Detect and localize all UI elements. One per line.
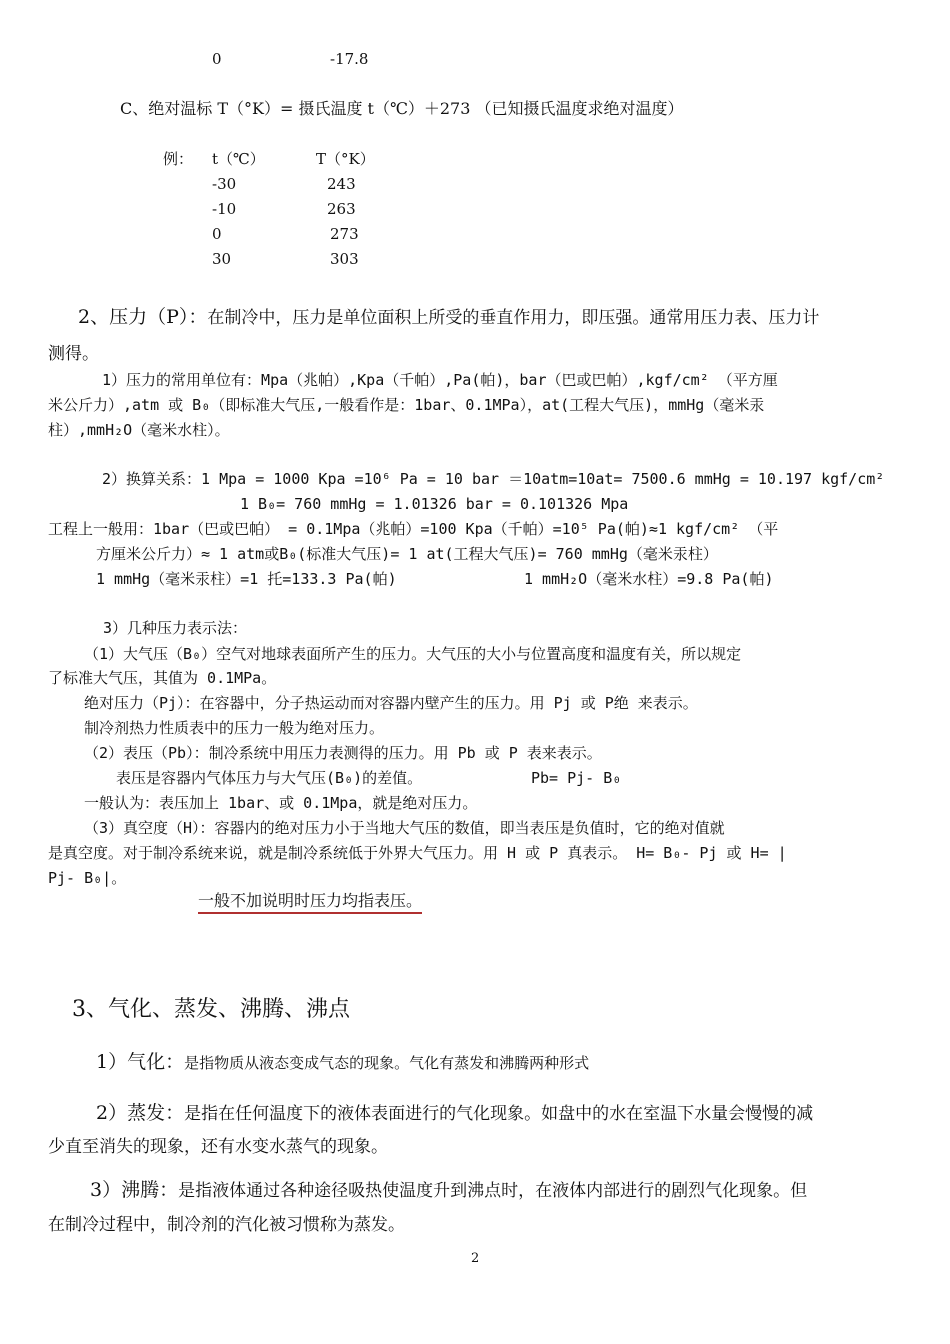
engineering-line-2: 方厘米公斤力）≈ 1 atm或B₀(标准大气压)= 1 at(工程大气压)= 760 mmHg（毫米汞柱） (96, 545, 718, 563)
row-kelvin: 273 (330, 225, 359, 243)
section2-heading (78, 308, 819, 327)
evaporation-label: 2）蒸发： (96, 1102, 185, 1124)
boiling-text: 是指液体通过各种途径吸热使温度升到沸点时，在液体内部进行的剧烈气化现象。但 (178, 1181, 808, 1201)
gauge-line-1: （2）表压（Pb）：制冷系统中用压力表测得的压力。用 Pb 或 P 表来表示。 (84, 744, 602, 762)
row-kelvin: 303 (330, 250, 359, 268)
vacuum-line-3: Pj- B₀|。 (48, 869, 127, 887)
col-header-kelvin: T（°K） (316, 150, 375, 168)
pressure-types-title: 3）几种压力表示法： (103, 619, 248, 637)
temp-prev-c: 0 (212, 50, 222, 68)
units-line-2: 米公斤力）,atm 或 B₀（即标准大气压,一般看作是：1bar、0.1MPa），at(工程大气压)，mmHg（毫米汞 (48, 396, 765, 414)
row-celsius: 0 (212, 225, 222, 243)
section3-title: 3、气化、蒸发、沸腾、沸点 (72, 997, 350, 1022)
vaporization-text: 是指物质从液态变成气态的现象。气化有蒸发和沸腾两种形式 (184, 1054, 590, 1072)
page-number: 2 (471, 1251, 480, 1266)
evaporation-text: 是指在任何温度下的液体表面进行的气化现象。如盘中的水在室温下水量会慢慢的减 (184, 1104, 814, 1124)
absolute-pressure-line-1: 绝对压力（Pj）：在容器中，分子热运动而对容器内壁产生的压力。用 Pj 或 P绝 来表示。 (84, 694, 698, 712)
gauge-formula: Pb= Pj- B₀ (531, 769, 622, 787)
pressure-note: 一般不加说明时压力均指表压。 (198, 893, 422, 914)
temp-prev-f: -17.8 (330, 50, 369, 68)
absolute-scale-formula: C、绝对温标 T（°K）= 摄氏温度 t（℃）＋273 （已知摄氏温度求绝对温度） (120, 99, 684, 118)
engineering-line-3: 1 mmHg（毫米汞柱）=1 托=133.3 Pa(帕) (96, 570, 397, 588)
row-celsius: 30 (212, 250, 232, 268)
section2-intro-cont: 测得。 (48, 344, 99, 364)
conversion-line-2: 1 B₀= 760 mmHg = 1.01326 bar = 0.101326 Mpa (240, 495, 629, 513)
row-kelvin: 243 (327, 175, 356, 193)
vacuum-line-2: 是真空度。对于制冷系统来说，就是制冷系统低于外界大气压力。用 H 或 P 真表示。 H= B₀- Pj 或 H= | (48, 844, 787, 862)
units-line-1: 1）压力的常用单位有：Mpa（兆帕）,Kpa（千帕）,Pa(帕)，bar（巴或巴帕）,kgf/cm² （平方厘 (102, 371, 778, 389)
atmospheric-line-2: 了标准大气压，其值为 0.1MPa。 (48, 669, 277, 687)
boiling-label: 3）沸腾： (90, 1179, 179, 1201)
atmospheric-line-1: （1）大气压（B₀）空气对地球表面所产生的压力。大气压的大小与位置高度和温度有关，所以规定 (84, 645, 742, 663)
absolute-pressure-line-2: 制冷剂热力性质表中的压力一般为绝对压力。 (84, 719, 385, 737)
engineering-line-1: 工程上一般用：1bar（巴或巴帕） = 0.1Mpa（兆帕）=100 Kpa（千帕）=10⁵ Pa(帕)≈1 kgf/cm² （平 (48, 520, 779, 538)
engineering-line-4: 1 mmH₂O（毫米水柱）=9.8 Pa(帕) (524, 570, 774, 588)
vacuum-line-1: （3）真空度（H）：容器内的绝对压力小于当地大气压的数值，即当表压是负值时，它的绝对值就 (84, 819, 725, 837)
evaporation-para (96, 1104, 813, 1123)
gauge-line-2: 表压是容器内气体压力与大气压(B₀)的差值。 (116, 769, 423, 787)
row-celsius: -10 (212, 200, 237, 218)
row-kelvin: 263 (327, 200, 356, 218)
units-line-3: 柱）,mmH₂O（毫米水柱）。 (48, 421, 230, 439)
boiling-para (90, 1181, 807, 1200)
row-celsius: -30 (212, 175, 237, 193)
boiling-text-cont: 在制冷过程中，制冷剂的汽化被习惯称为蒸发。 (48, 1215, 405, 1235)
conversion-line-1: 2）换算关系：1 Mpa = 1000 Kpa =10⁶ Pa = 10 bar ＝10atm=10at= 7500.6 mmHg = 10.197 kgf/cm² (102, 470, 885, 488)
gauge-line-3: 一般认为：表压加上 1bar、或 0.1Mpa，就是绝对压力。 (84, 794, 478, 812)
col-header-celsius: t（℃） (212, 150, 265, 168)
section2-title: 2、压力（P）： (78, 306, 208, 328)
section2-intro: 在制冷中，压力是单位面积上所受的垂直作用力，即压强。通常用压力表、压力计 (207, 308, 820, 328)
vaporization-para (96, 1053, 589, 1072)
evaporation-text-cont: 少直至消失的现象，还有水变水蒸气的现象。 (48, 1137, 388, 1157)
vaporization-label: 1）气化： (96, 1051, 185, 1073)
example-label: 例： (163, 150, 194, 168)
